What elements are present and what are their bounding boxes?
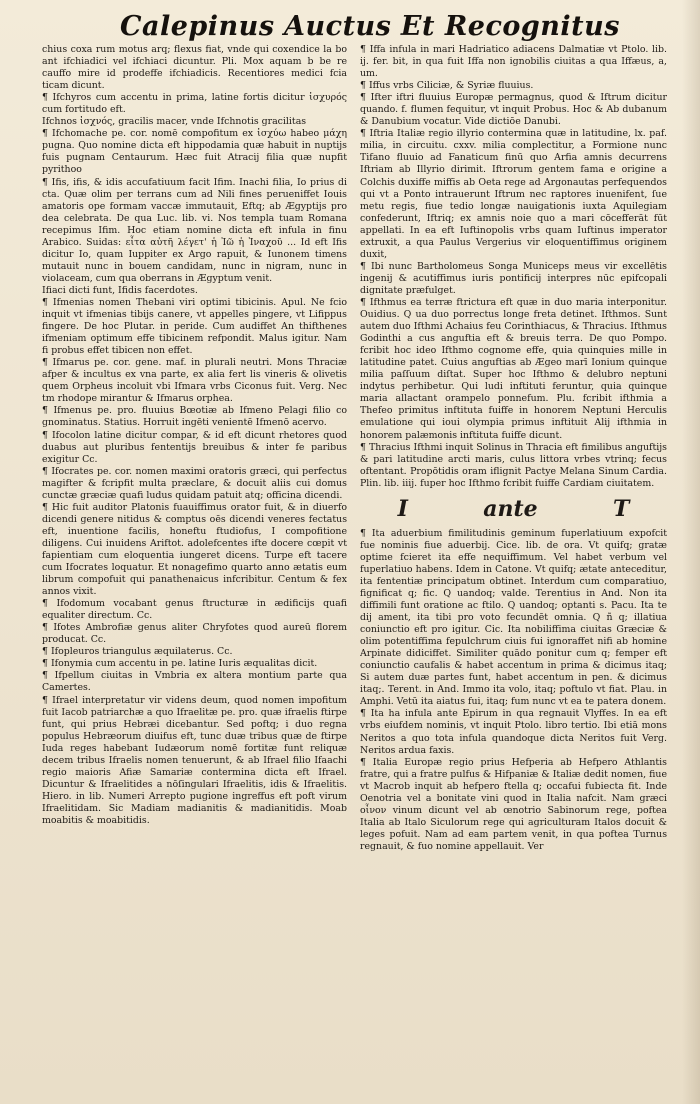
header-right: Et Recognitus [400,11,620,42]
dictionary-entry: ¶ Ifrael interpretatur vir videns deum, quod nomen impofitum fuit Iacob patriarchæ a quo Ifraelitæ pe. pro. quæ ifraelis ftirpe funt, qui prius Hebræi dicebantur. Sed poftq; i duo regna populus Hebræorum diuifus eft, tunc duæ tribus quæ de ftirpe Iuda reges habebant Iudæorum nomē fortitæ funt reliquæ decem tribus Ifraelis nomen tenuerunt, & ab Ifrael filio Ifaachi regio maioris Afiæ Samariæ contermina dicta eft Ifrael. Dicuntur & Ifraelitides a nōſingulari Ifraelitis, idis & Ifraelitis. Hiero. in lib. Numeri Arrepto pugione ingreffus eft poft virum Ifraelitidam. Sic Madiam madianitis & madianitidis. Moab moabitis & moabitidis. [42,694,347,826]
header-center: Auctus [284,11,392,42]
dictionary-entry: ¶ Ifocolon latine dicitur compar, & id eft dicunt rhetores quod duabus aut pluribus fententijs breuibus & inter fe paribus exigitur Cc. [42,429,347,465]
dictionary-entry: ¶ Iftria Italiæ regio illyrio contermina quæ in latitudine, lx. paf. milia, in circuitu. cxxv. milia complectitur, a Formione nunc Tifano fluuio ad Fanaticum finū quo Arfia amnis decurrens Iftriam ab Illyrio dirimit. Iftrorum gentem fama e origine a Colchis duxiffe miffis ab Oeta rege ad Argonautas perfequendos qui vt a Ponto intrauerunt Iftrum nec raptores inuenifent, ſue metu regis, fiue tedio longæ nauigationis iuxta Aquilegiam confederunt, Iftriq; ex amnis noie quo a mari cōcefferāt fūt appellati. In ea eft Iuftinopolis vrbs quam Iuftinus imperator extruxit, a qua Paulus Vergerius vir eloquentiffimus originem duxit, [360,128,667,260]
page-edge-shadow [682,0,700,1104]
dictionary-entry: ¶ Ita ha infula ante Epirum in qua regnauit Vlyffes. In ea eft vrbs eiufdem nominis, vt inquit Ptolo. libro tertio. Ibi etiā mons Neritos a quo tota infula quandoque dicta Neritos fuit Verg. Neritos ardua faxis. [360,708,667,756]
dictionary-entry: ¶ Ifter iftri fluuius Europæ permagnus, quod & Iftrum dicitur quando. f. flumen fequitur, vt inquit Probus. Hoc & Ab dubanum & Danubium vocatur. Vide dictiōe Danubi. [360,92,667,128]
dictionary-entry: ¶ Ifis, ifis, & idis accufatiuum facit Ifim. Inachi filia, Io prius di cta. Quæ olim per terrans cum ad Nili fines perueniffet Iouis amatoris ope formam vaccæ immutauit, Eftq; ab Ægyptijs pro dea celebrata. De qua Luc. lib. vi. Nos templa tuam Romana recepimus Ifim. Hoc etiam nomine dicta eft infula in finu Arabico. Suidas: εἶτα αὐτῆ λέγετ' ἡ Ἰῶ ἡ Ἰναχοῦ ... Id eft Ifis dicitur Io, quam Iuppiter ex Argo rapuit, & Iunonem timens mutauit nunc in bouem candidam, nunc in nigram, nunc in violaceam, cum qua oberrans in Ægyptum venit. [42,176,347,284]
header-left: Calepinus [120,11,275,42]
dictionary-entry: ¶ Hic fuit auditor Platonis fuauiffimus orator fuit, & in diuerfo dicendi genere nitidus & comptus oēs dicendi veneres fectatus eft, inuentione facilis, honeftu ftudiofus, I compofitione diligens. Cui inuidens Ariftot. adolefcentes ifte docere cœpit vt fapientiam cum eloquentia iungeret dicens. Turpe eft tacere cum Ifocrates loquatur. Et nonagefimo quarto anno ætatis eum librum compofuit qui panathenaicus infcribitur. Centum & fex annos vixit. [42,501,347,598]
dictionary-entry: ¶ Iffus vrbs Ciliciæ, & Syriæ fluuius. [360,80,534,92]
running-header [120,8,620,42]
dictionary-entry: ¶ Ifpellum ciuitas in Vmbria ex altera montium parte qua Camertes. [42,670,347,694]
section-heading-left: I [397,495,408,522]
dictionary-entry: ¶ Ifthmus ea terræ ftrictura eft quæ in duo maria interponitur. Ouidius. Q ua duo porrectus longe freta detinet. Ifthmos. Sunt autem duo Ifthmi Achaius feu Corinthiacus, & Thracius. Ifthmus Godinthi a cus anguftia eft & breuis terra. De quo Pompo. fcribit hoc ideo Ifthmo cognome effe, quia quinquies mille in latitudine patet. Cuius anguftias ab Ægeo marī Ionium quinque milia paſſuum diſtat. Super hoc Ifthmo & delubro neptuni indytus perhibetur. Qui ludi inftituti feruntur, quia quinque maria allactant orampelo ponnefum. Plu. fcribit ifthmia a Thefeo primitus inftituta fuiffe in honorem Neptuni Herculis emulatione qui ioui olympia primus inftituit Alij ifthmia in honorem palæmonis inftituta fuiffe dicunt. [360,296,667,441]
dictionary-entry: ¶ Ifchyros cum accentu in prima, latine fortis dicitur ἰσχυρός cum fortitudo eft. [42,92,347,116]
section-heading-right: T [612,495,630,522]
dictionary-entry: ¶ Ibi nunc Bartholomeus Songa Municeps meus vir excellētis ingenij & acutiffimus iuris pontificij interpres nūc epifcopali dignitate præfulget. [360,260,667,296]
dictionary-entry: ¶ Italia Europæ regio prius Hefperia ab Hefpero Athlantis fratre, qui a fratre pulfus & Hifpaniæ & Italiæ dedit nomen, fiue vt Macrob inquit ab hefpero ftella q; occafui fubiecta fit. Inde Oenotria vel a bonitate vini quod in Italia nafcit. Nam græci οἶνον vinum dicunt vel ab œnotrio Sabinorum rege, poftea Italia ab Italo Siculorum rege qui agriculturam Italos docuit & leges pofuit. Nam ad eam partem venit, in qua poftea Turnus regnauit, & fuo nomine appellauit. Ver [360,756,667,852]
section-heading [360,494,667,524]
section-heading-center: ante [483,495,538,522]
dictionary-entry: ¶ Ifmenus pe. pro. fluuius Bœotiæ ab Ifmeno Pelagi filio co gnominatus. Statius. Horruit ingēti venientē Ifmenō acervo. [42,405,347,429]
dictionary-entry: chius coxa rum motus arq; flexus fiat, vnde qui coxendice la bo ant ifchiadici vel ifchiaci dicuntur. Pli. Mox aquam b be re cauffo mire id prodeffe ifchiadicis. Recentiores medici fcia ticam dicunt. [42,44,347,92]
dictionary-entry: ¶ Ifopleuros triangulus æquilaterus. Cc. [42,646,233,658]
dictionary-entry: Ifchnos ἰσχνός, gracilis macer, vnde Ifchnotis gracilitas [42,116,307,128]
dictionary-entry: ¶ Ifonymia cum accentu in pe. latine Iuris æqualitas dicit. [42,658,318,670]
dictionary-entry: ¶ Ifmarus pe. cor. gene. maf. in plurali neutri. Mons Thraciæ afper & incultus ex vna parte, ex alia fert lis vineris & olivetis quem Orpheus incoluit vbi Ifmara vrbs Ciconus fuit. Verg. Nec tm rhodope mirantur & Ifmarus orphea. [42,357,347,405]
dictionary-entry: Ifiaci dicti funt, Ifidis facerdotes. [42,284,198,296]
dictionary-entry: ¶ Ifotes Ambrofiæ genus aliter Chryfotes quod aureū florem producat. Cc. [42,622,347,646]
dictionary-entry: ¶ Ita aduerbium fimilitudinis geminum fuperlatiuum expofcit fue nominis fiue aduerbij. Cice. lib. de ora. Vt quifq; gratæ optime fcieret ita effe nequiffimum. Vel habet verbum vel fuperlatiuo habens. Idem in Catone. Vt quifq; ætate anteceditur, ita fententiæ principatum obtinet. Interdum cum comparatiuo, fignificat q; fic. Q uandoq; valde. Terentius in And. Non ita diffimili funt oratione ac ftilo. Q uandoq; optanti s. Pacu. Ita te dij ament, ita tibi pro voto fecundēt omnia. Q ñ q; illatiua coniunctio eft pro igitur. Cic. Ita nobiliffima ciuitas Græciæ & olim potentiffima fepulchrum ciuis fui ignoraffet nifi ab homine Arpinate didiciffet. Similiter quādo ponitur cum q; femper eft coniunctio caufalis & habet accentum in prima & dicimus itaq; Si autem duæ partes funt, habet accentum in pen. & dicimus itaq;. Terent. in And. Immo ita volo, itaq; poftulo vt fiat. Plau. in Amphi. Vetū ita aiatus fui, itaq; fum nunc vt ea te patera donem. [360,527,667,708]
dictionary-entry: ¶ Ifchomache pe. cor. nomē compofitum ex ἰσχύω habeo μάχη pugna. Quo nomine dicta eft hippodamia quæ habuit in nuptijs fuis pugnam Centaurum. Hæc fuit Atracij filia quæ nupfit pyrithoo [42,128,347,176]
dictionary-entry: ¶ Ifodomum vocabant genus ftructuræ in ædificijs quafi equaliter directum. Cc. [42,598,347,622]
dictionary-entry: ¶ Iffa infula in mari Hadriatico adiacens Dalmatiæ vt Ptolo. lib. ij. fer. bit, in qua fuit Iffa non ignobilis ciuitas a qua Iffæus, a, um. [360,44,667,80]
dictionary-entry: ¶ Thracius Ifthmi inquit Solinus in Thracia eft fimilibus anguftijs & pari latitudine arcti maris, culus littora vrbes vtrinq; fecus oftentant. Propōtidis oram iflignit Pactye Melana Sinum Cardia. Plin. lib. iiij. fuper hoc Ifthmo fcribit fuiffe Cardiam ciuitatem. [360,441,667,489]
left-column [42,44,347,1074]
dictionary-entry: ¶ Ifocrates pe. cor. nomen maximi oratoris græci, qui perfectus magifter & fcripfit multa præclare, & docuit aliis cui domus cunctæ græciæ quafi ludus quidam patuit atq; officina dicendi. [42,465,347,501]
right-column [360,44,667,1074]
dictionary-entry: ¶ Ifmenias nomen Thebani viri optimi tibicinis. Apul. Ne fcio inquit vt ifmenias tibijs canere, vt appelles pingere, vt Lifippus fingere. De hoc Plutar. in peride. Cum audiffet An thifthenes ifmeniam optimum effe tibicinem refpondit. Malus igitur. Nam fi probus effet tibicen non effet. [42,296,347,357]
